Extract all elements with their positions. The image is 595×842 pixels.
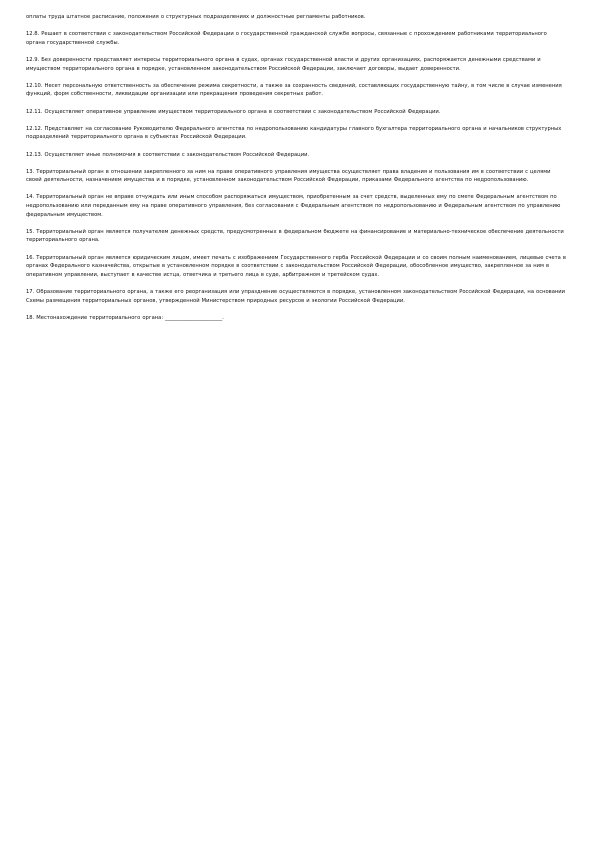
paragraph-14: 14. Территориальный орган не вправе отчуждать или иным способом распоряжаться имуществом, приобретенным за счет средств, выделенных ему по смете Федеральным агентством по недропользованию или переданным ему на праве оперативного управления, без согласования с Федеральным агентством по недропользованию и Федеральным агентством по управлению федеральным имуществом. xyxy=(26,194,561,218)
paragraph-18-location: 18. Местонахождение территориального органа: ______________________. xyxy=(26,314,224,321)
paragraph-16: 16. Территориальный орган является юридическим лицом, имеет печать с изображением Государственного герба Российской Федерации и со своим полным наименованием, лицевые счета в органах Федерального казначейства, открытые в установленном порядке в соответствии с законодательством Российской Федерации, обособленное имущество, закрепленное за ним в оперативном управлении, выступает в качестве истца, ответчика и третьего лица в суде, арбитражном и третейском судах. xyxy=(26,254,566,278)
paragraph-continuation: оплаты труда штатное расписание, положения о структурных подразделениях и должностные регламенты работников. xyxy=(26,14,366,20)
paragraph-15: 15. Территориальный орган является получателем денежных средств, предусмотренных в федеральном бюджете на финансирование и материально-техническое обеспечение деятельности территориального органа. xyxy=(26,228,564,244)
paragraph-12-10: 12.10. Несет персональную ответственность за обеспечение режима секретности, а также за сохранность сведений, составляющих государственную тайну, в том числе в случае изменения функций, форм собственности, ликвидации организации или прекращения проведения секретных работ. xyxy=(26,82,562,98)
document-page xyxy=(26,13,566,331)
paragraph-12-9: 12.9. Без доверенности представляет интересы территориального органа в судах, органах государственной власти и других организациях, распоряжается денежными средствами и имуществом территориального органа в порядке, установленном законодательством Российской Федерации, заключает договоры, выдает доверенности. xyxy=(26,56,541,72)
paragraph-12-11: 12.11. Осуществляет оперативное управление имуществом территориального органа в соответствии с законодательством Российской Федерации. xyxy=(26,108,441,115)
paragraph-13: 13. Территориальный орган в отношении закрепленного за ним на праве оперативного управления имущества осуществляет права владения и пользования им в соответствии с целями своей деятельности, назначением имущества и в порядке, установленном законодательством Российской Федерации, приказами Федерального агентства по недропользованию. xyxy=(26,168,551,184)
paragraph-12-12: 12.12. Представляет на согласование Руководителю Федерального агентства по недропользованию кандидатуры главного бухгалтера территориального органа и начальников структурных подразделений территориального органа в субъектах Российской Федерации. xyxy=(26,125,562,141)
paragraph-12-13: 12.13. Осуществляет иные полномочия в соответствии с законодательством Российской Федерации. xyxy=(26,151,310,158)
paragraph-12-8: 12.8. Решает в соответствии с законодательством Российской Федерации о государственной гражданской службе вопросы, связанные с прохождением работниками территориального органа государственной службы. xyxy=(26,31,547,46)
paragraph-17: 17. Образование территориального органа, а также его реорганизация или упразднение осуществляются в порядке, установленном законодательством Российской Федерации, на основании Схемы размещения территориальных органов, утвержденной Министерством природных ресурсов и экологии Российской Федерации. xyxy=(26,289,566,304)
